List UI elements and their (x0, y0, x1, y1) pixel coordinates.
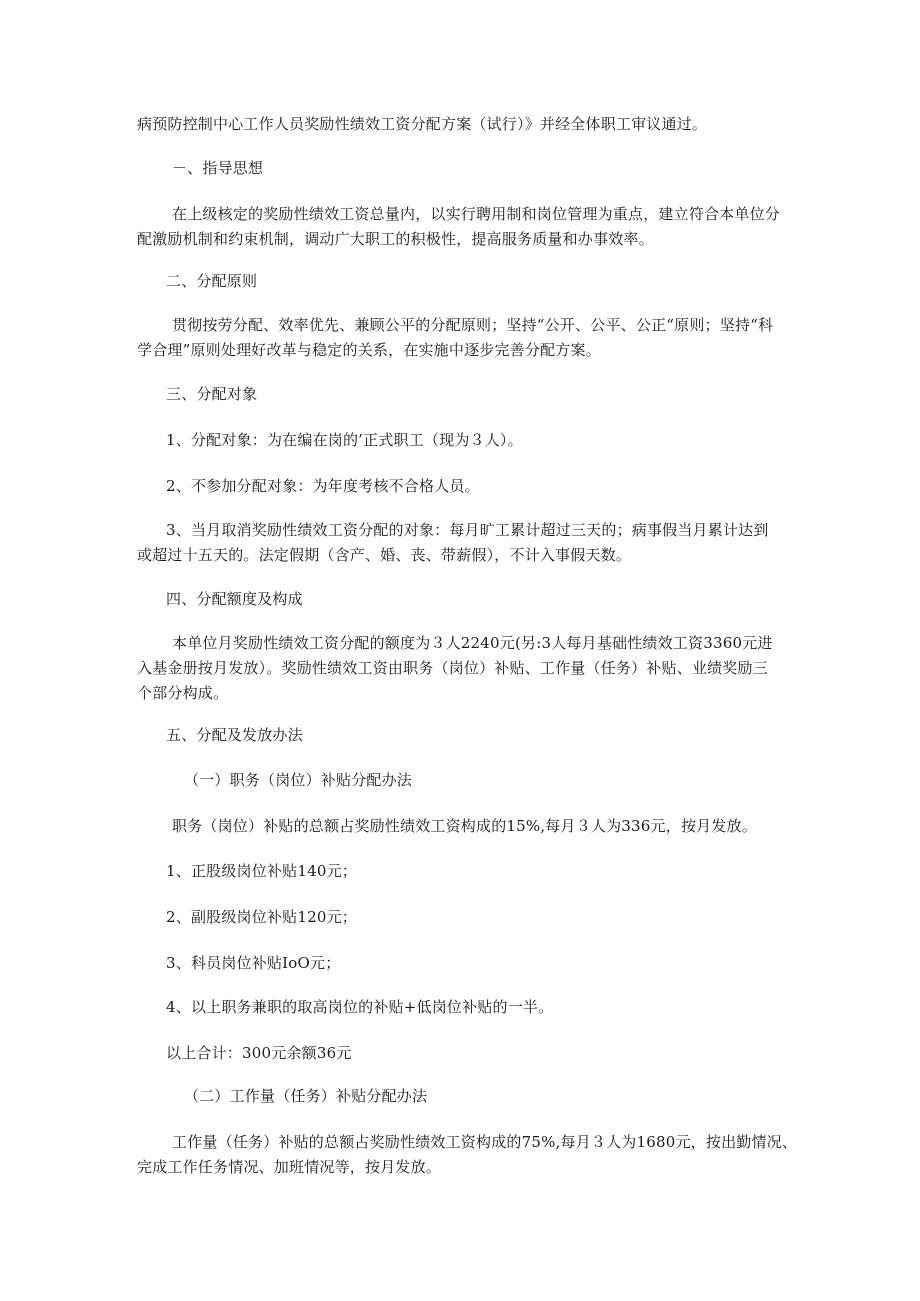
list-item: 3、科员岗位补贴IoO元； (166, 954, 341, 972)
section-heading-amount: 四、分配额度及构成 (166, 590, 303, 608)
section-heading-methods: 五、分配及发放办法 (166, 726, 303, 744)
paragraph-line: 贯彻按劳分配、效率优先、兼顾公平的分配原则；坚持“公开、公平、公正“原则；坚持“科 (172, 316, 774, 334)
paragraph-line: 在上级核定的奖励性绩效工资总量内，以实行聘用制和岗位管理为重点，建立符合本单位分 (172, 205, 781, 223)
section-heading-principles: 二、分配原则 (166, 272, 258, 290)
intro-tail-text: 病预防控制中心工作人员奖励性绩效工资分配方案（试行）》并经全体职工审议通过。 (137, 115, 708, 133)
list-item: 4、以上职务兼职的取高岗位的补贴+低岗位补贴的一半。 (166, 998, 554, 1016)
total-line: 以上合计：300元余额36元 (166, 1044, 352, 1062)
paragraph-line: 学合理”原则处理好改革与稳定的关系，在实施中逐步完善分配方案。 (137, 341, 601, 359)
paragraph-line: 配激励机制和约束机制，调动广大职工的积极性，提高服务质量和办事效率。 (137, 230, 654, 248)
list-item: 1、正股级岗位补贴140元； (166, 862, 357, 880)
paragraph-line: 本单位月奖励性绩效工资分配的额度为３人2240元(另:3人每月基础性绩效工资3360元进 (172, 634, 773, 652)
paragraph-line: 职务（岗位）补贴的总额占奖励性绩效工资构成的15%,每月３人为336元，按月发放。 (172, 817, 757, 835)
subsection-heading-workload-allowance: （二）工作量（任务）补贴分配办法 (184, 1087, 428, 1105)
list-item-continuation: 或超过十五天的。法定假期（含产、婚、丧、带薪假），不计入事假天数。 (137, 546, 632, 564)
list-item: 3、当月取消奖励性绩效工资分配的对象：每月旷工累计超过三天的；病事假当月累计达到 (166, 521, 769, 539)
list-item: 1、分配对象：为在编在岗的’正式职工（现为３人）。 (166, 431, 523, 449)
list-item: 2、不参加分配对象：为年度考核不合格人员。 (166, 477, 480, 495)
section-heading-recipients: 三、分配对象 (166, 385, 258, 403)
section-heading-guiding-ideology: －、指导思想 (172, 159, 264, 177)
paragraph-line: 个部分构成。 (137, 684, 229, 702)
list-item: 2、副股级岗位补贴120元； (166, 908, 357, 926)
paragraph-line: 完成工作任务情况、加班情况等，按月发放。 (137, 1158, 442, 1176)
subsection-heading-position-allowance: （一）职务（岗位）补贴分配办法 (184, 771, 413, 789)
paragraph-line: 工作量（任务）补贴的总额占奖励性绩效工资构成的75%,每月３人为1680元，按出勤情况、 (172, 1133, 798, 1151)
paragraph-line: 入基金册按月发放）。奖励性绩效工资由职务（岗位）补贴、工作量（任务）补贴、业绩奖励三 (137, 659, 768, 677)
